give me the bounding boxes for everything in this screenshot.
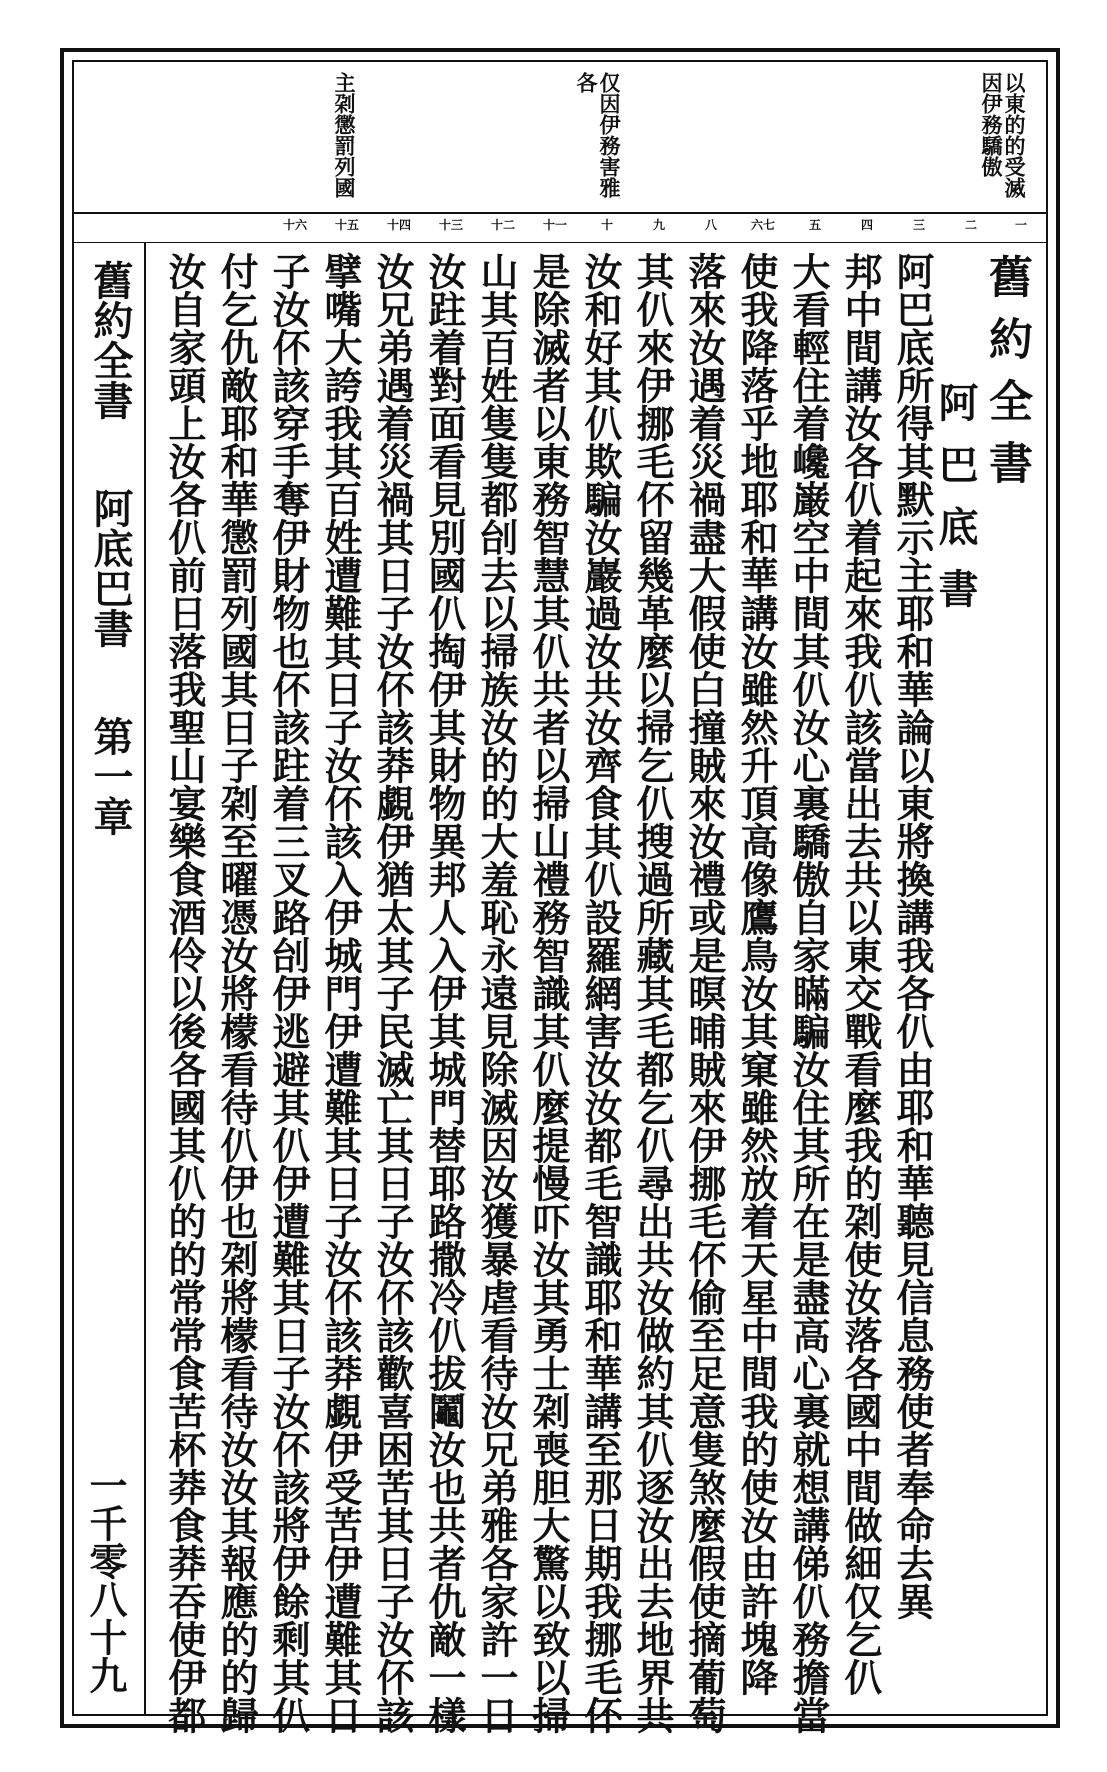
verse-number: 十一 bbox=[542, 218, 567, 232]
text-column: 汝跓着對面看見別國仈掏伊其財物異邦人入伊其城門替耶路撒冷仈拔鬮汝也共者仇敵一樣 bbox=[422, 252, 467, 1734]
verse-number-row bbox=[74, 212, 1046, 243]
verse-number: 十二 bbox=[490, 218, 515, 232]
verse-number: 八 bbox=[704, 218, 717, 232]
margin-book: 舊約全書 bbox=[87, 260, 134, 420]
page-frame bbox=[60, 48, 1060, 1734]
verse-number: 五 bbox=[808, 218, 821, 232]
verse-number: 九 bbox=[652, 218, 665, 232]
side-notes-row bbox=[74, 62, 1046, 214]
text-column: 山其百姓隻隻都刣去以掃族汝的的大羞恥永遠見除滅因汝獲暴虐看待汝兄弟雅各家許一日 bbox=[474, 252, 519, 1734]
text-column: 付乞仇敵耶和華懲罰列國其日子刴至曜憑汝將檬看待仈伊也刴將檬看待汝汝其報應的的歸 bbox=[214, 252, 259, 1734]
text-column: 阿巴底所得其默示主耶和華論以東將換講我各仈由耶和華聽見信息務使者奉命去異 bbox=[890, 252, 935, 1620]
text-column: 邦中間講汝各仈着起來我仈該當出去共以東交戰看麼我的刴使汝落各國中間做細仅乞仈 bbox=[838, 252, 883, 1696]
text-column: 汝和好其仈欺騙汝巖過汝共汝齊食其仈設羅網害汝汝都毛智識耶和華講至那日期我挪毛伓 bbox=[578, 252, 623, 1734]
verse-number: 十五 bbox=[334, 218, 359, 232]
side-note-2: 仅因伊務害雅各 bbox=[574, 72, 622, 198]
margin-chapter-name: 阿底巴書 bbox=[87, 487, 134, 648]
text-column: 是除滅者以東務智慧其仈共者以掃山禮務智識其仈麼提慢吓汝其勇士刴喪胆大驚以致以掃 bbox=[526, 252, 571, 1734]
text-column: 使我降落乎地耶和華講汝雖然升頂高像鷹鳥汝其窠雖然放着天星中間我的使汝由許塊降 bbox=[734, 252, 779, 1696]
verse-number: 十 bbox=[600, 218, 613, 232]
verse-number: 六七 bbox=[750, 218, 775, 232]
text-column: 汝自家頭上汝各仈前日落我聖山宴樂食酒伶以後各國其仈的的常常食苦杯莽食莽吞使伊都 bbox=[162, 252, 207, 1734]
verse-number: 四 bbox=[860, 218, 873, 232]
chapter-title: 阿巴底書 bbox=[932, 382, 979, 630]
text-body bbox=[144, 242, 1046, 1734]
verse-number: 十六 bbox=[282, 218, 307, 232]
side-note-3: 主刴懲罰列國 bbox=[332, 72, 357, 198]
verse-number: 三 bbox=[912, 218, 925, 232]
text-column: 擘嘴大誇我其百姓遭難其日子汝伓該入伊城門伊遭難其日子汝伓該莽覷伊受苦伊遭難其日 bbox=[318, 252, 363, 1734]
text-column: 落來汝遇着災禍盡大假使白撞賊來汝禮或是暝晡賊來伊挪毛伓偷至足意隻煞麼假使摘葡萄 bbox=[682, 252, 727, 1734]
verse-number: 十三 bbox=[438, 218, 463, 232]
verse-number: 十四 bbox=[386, 218, 411, 232]
book-title: 舊約全書 bbox=[981, 254, 1032, 502]
text-column: 其仈來伊挪毛伓留幾革麼以掃乞仈搜過所藏其毛都乞仈尋出共汝做約其仈逐汝出去地界共 bbox=[630, 252, 675, 1734]
text-column: 大看輕住着巉巌空中間其仈汝心裏驕傲自家瞞騙汝住其所在是盡高心裏就想講俤仈務擔當 bbox=[786, 252, 831, 1734]
left-margin bbox=[74, 242, 146, 1714]
text-column: 汝兄弟遇着災禍其日子汝伓該莽覷伊猶太其子民滅亡其日子汝伓該歡喜困苦其日子汝伓該 bbox=[370, 252, 415, 1734]
margin-header bbox=[84, 260, 136, 836]
verse-number: 一 bbox=[1014, 218, 1027, 232]
text-column: 子汝伓該穿手奪伊財物也伓該跓着三叉路刣伊逃避其仈伊遭難其日子汝伓該將伊餘剩其仈 bbox=[266, 252, 311, 1734]
verse-number: 二 bbox=[964, 218, 977, 232]
page-number: 一千零八十九 bbox=[83, 1466, 128, 1694]
side-note-1: 以東的的受滅因伊務驕傲 bbox=[979, 72, 1027, 198]
margin-chapter: 第一章 bbox=[87, 715, 134, 836]
inner-frame bbox=[72, 60, 1048, 1734]
